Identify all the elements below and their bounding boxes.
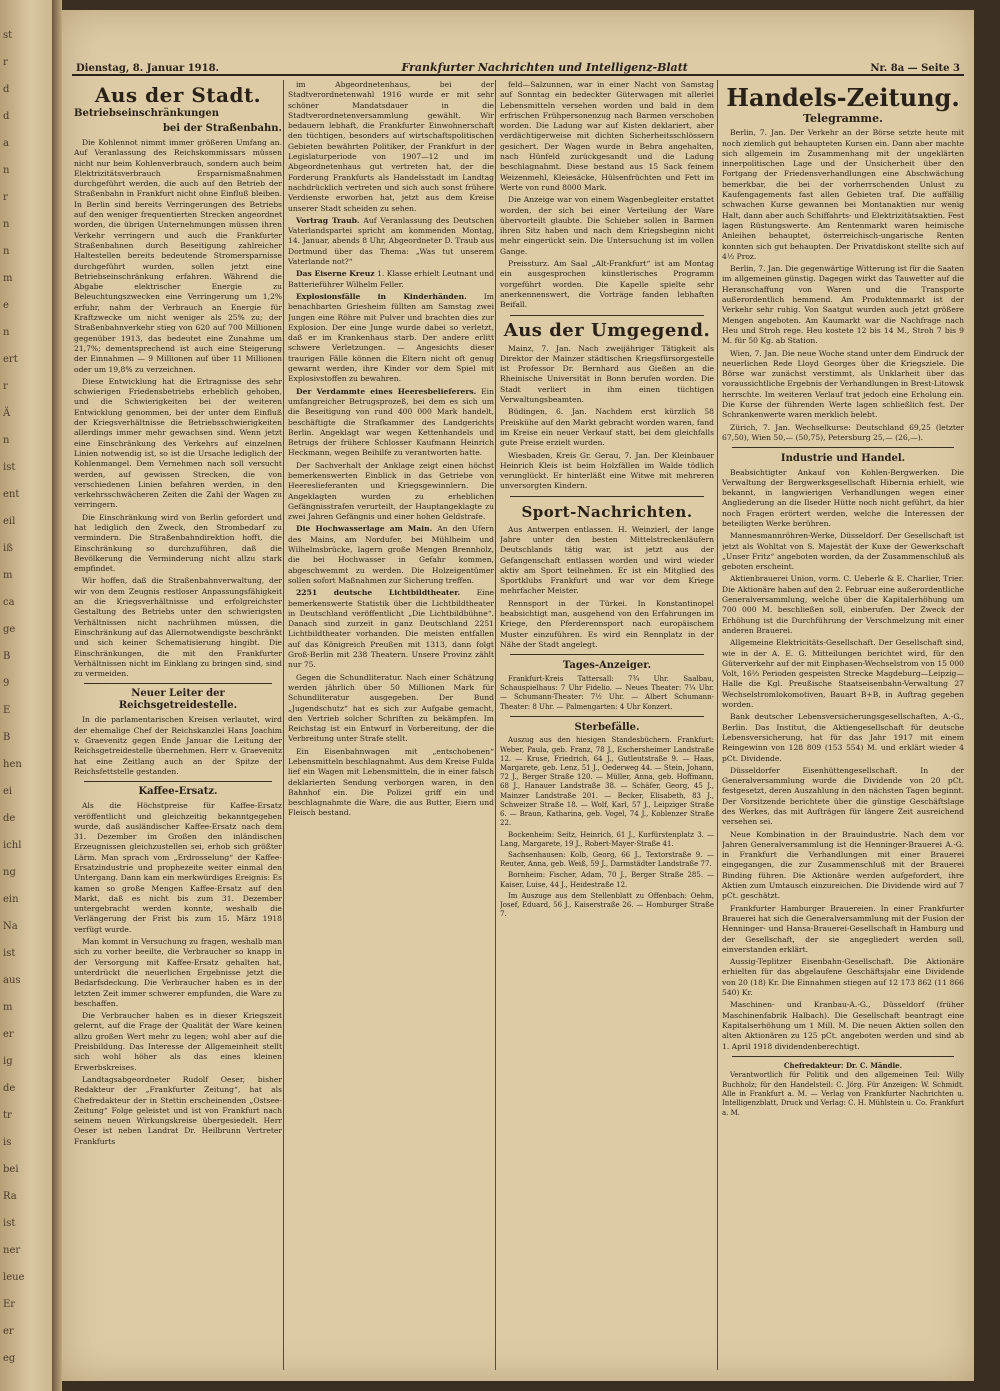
adjacent-text-fragment: n [3,219,10,230]
adjacent-text-fragment: ig [3,1056,13,1067]
adjacent-text-fragment: e [3,300,9,311]
divider [732,1056,954,1057]
column-4 [722,80,964,1370]
paragraph: Bank deutscher Lebensversicherungsgesellschaften, A.-G., Berlin. Das Institut, die Aktiengesellschaft für deutsche Lebensversicherung, hat für das Jahr 1917 mit einem Reingewinn von 128 809 (153 554) M. und erklärt wieder 4 pCt. Dividende. [722,712,964,763]
divider [732,447,954,448]
obituary-list: Auszug aus den hiesigen Standesbüchern. Frankfurt: Weber, Paula, geb. Franz, 78 J., Eschersheimer Landstraße 12. — Kruse, Friedrich, 64 J., Gutleutstraße 9. — Haas, Margarete, geb. Lenz, 51 J., Oederweg 44. — Stein, Johann, 72 J., Berger Straße 120. — Müller, Anna, geb. Hoffmann, 68 J., Hanauer Landstraße 38. — Schäfer, Georg, 45 J., Mainzer Landstraße 201. — Becker, Elisabeth, 83 J., Schweizer Straße 18. — Wolf, Karl, 57 J., Leipziger Straße 6. — Braun, Katharina, geb. Vogel, 74 J., Koblenzer Straße 22. [500,736,714,828]
adjacent-text-fragment: n [3,327,10,338]
adjacent-text-fragment: d [3,111,10,122]
article-headline: Kaffee-Ersatz. [138,786,218,798]
adjacent-text-fragment: bei [3,1164,19,1175]
header-page-number: Nr. 8a — Seite 3 [870,63,960,74]
obituary-list: Bornheim: Fischer, Adam, 70 J., Berger Straße 285. — Kaiser, Luise, 44 J., Heidestraße 12. [500,871,714,889]
column-1 [74,80,282,1370]
adjacent-text-fragment: n [3,165,10,176]
paragraph: Gegen die Schundliteratur. Nach einer Schätzung werden jährlich über 50 Millionen Mark für Schundliteratur ausgegeben. Der Bund „Jugendschutz“ hat es sich zur Aufgabe gemacht, den Vertrieb solcher Schriften zu bekämpfen. Im Reichstag ist ein Entwurf in Vorbereitung, der die Verbreitung unter Strafe stellt. [288,672,494,744]
run-in-head: 2251 deutsche Lichtbildtheater. [296,588,461,598]
column-rule [717,80,718,1370]
section-title-handels-zeitung: Handels-Zeitung. [726,83,960,112]
article-headline: Betriebseinschränkungen [74,108,220,119]
obituary-list: Bockenheim: Seitz, Heinrich, 61 J., Kurfürstenplatz 3. — Lang, Margarete, 19 J., Robert-Mayer-Straße 41. [500,830,714,848]
paragraph: Man kommt in Versuchung zu fragen, weshalb man sich zu vorher beeilte, die Verbraucher so knapp in der Versorgung mit Kaffee-Ersatz gehalten hat, unterdrückt die neuerlichen Ergebnisse jetzt die Bedarfsdeckung. Die Verbraucher haben es in der letzten Zeit immer schwerer empfunden, die Ware zu beschaffen. [74,937,282,1008]
adjacent-text-fragment: m [3,1002,13,1013]
paragraph: Aktienbrauerei Union, vorm. C. Ueberle & E. Charlier, Trier. Die Aktionäre haben auf den 2. Februar eine außerordentliche Generalversammlung, welche über die Kapitalerhöhung um 700 000 M. beschließen soll, einberufen. Der Zweck der Erhöhung ist die Durchführung der Verschmelzung mit einer anderen Brauerei. [722,574,964,635]
paragraph: Wiesbaden, Kreis Gr. Gerau, 7. Jan. Der Kleinbauer Heinrich Kleis ist beim Holzfällen im Walde tödlich verunglückt. Er hinterläßt eine Witwe mit mehreren unversorgten Kindern. [500,450,714,491]
section-title-stadt: Aus der Stadt. [94,83,262,107]
run-in-head: Das Eiserne Kreuz [296,269,375,279]
article-headline: Neuer Leiter der Reichsgetreidestelle. [118,688,238,712]
page-header [72,56,964,76]
adjacent-text-fragment: d [3,84,10,95]
run-in-head: Explosionsfälle in Kinderhänden. [296,291,467,301]
paragraph: Düsseldorfer Eisenhüttengesellschaft. In der Generalversammlung wurde die Dividende von 20 pCt. festgesetzt, deren Auszahlung in den nächsten Tagen beginnt. Der Vorsitzende berichtete über die günstige Geschäftslage des Werkes, das mit Aufträgen für längere Zeit ausreichend versehen sei. [722,765,964,827]
header-date: Dienstag, 8. Januar 1918. [76,63,220,74]
adjacent-text-fragment: ner [3,1245,21,1256]
adjacent-text-fragment: Er [3,1299,16,1310]
run-in-head: Vortrag Traub. [296,215,360,225]
paragraph: feld—Salzunnen, war in einer Nacht von Samstag auf Sonntag ein bedeckter Güterwagen mit allerlei Lebensmitteln versehen worden und bald in dem erfrischen Frühpersonenzug nach Barmen verschoben worden. Die Ladung war auf Kisten deklariert, aber verdächtigerweise mit dichten Sicherheitsschlössern gesichert. Der Wagen wurde in Bebra angehalten, nach Hünfeld zurückgesandt und die Ladung beschlagnahmt. Diese bestand aus 15 Sack feinem Weizenmehl, Kleiesäcke, Hülsenfrüchten und Fett im Werte von rund 8000 Mark. [500,80,714,192]
adjacent-text-fragment: eil [3,516,16,527]
adjacent-text-fragment: iß [3,543,13,554]
adjacent-text-fragment: r [3,192,8,203]
paragraph: Beabsichtigter Ankauf von Kohlen-Bergwerken. Die Verwaltung der Bergwerksgesellschaft Hibernia erhielt, wie bekannt, in langwierigen Verhandlungen wegen einer Angliederung an die Ilseder Hütte noch nicht geführt, da hier noch Fragen erörtert werden, welche die Interessen der beteiligten Werke berühren. [722,467,964,528]
divider [84,683,272,684]
paragraph: Die Kohlennot nimmt immer größeren Umfang an. Auf Veranlassung des Reichskommissars müssen nicht nur beim Kohlenverbrauch, sondern auch beim Elektrizitätsverbrauch Ersparnismaßnahmen durchgeführt werden, die auch auf den Betrieb der Straßenbahn in Frankfurt nicht ohne Einfluß bleiben. In Berlin sind bereits Verringerungen des Betriebs auf den weniger frequentierten Strecken angeordnet worden, die übrigen Unternehmungen müssen ihren Verkehr verringern und auch die Frankfurter Straßenbahnen durch Beseitigung zahlreicher Haltestellen bereits bedeutende Stromersparnisse durchgeführt wurden, sollen jetzt eine Betriebseinschränkung erfahren. Während die Abgabe elektrischer Energie zu Beleuchtungszwecken eine Verringerung um 1,2% erfuhr, nahm der Verbrauch an Energie für Kraftzwecke um nicht weniger als 25% zu; der Straßenbahnverkehr stieg von 620 auf 700 Millionen gegenüber 1913, das bedeutet eine Zunahme um 21,7%; dementsprechend ist auch eine Steigerung der Einnahmen — 9 Millionen auf über 11 Millionen oder um 19,8% zu verzeichnen. [74,138,282,374]
paragraph: Frankfurter Hamburger Brauereien. In einer Frankfurter Brauerei hat sich die Generalversammlung mit der Fusion der Henninger- und Hansa-Brauerei-Gesellschaft in Hamburg und der Gesellschaft, der sie angegliedert werden soll, einverstanden erklärt. [722,903,964,954]
divider [84,781,272,782]
adjacent-text-fragment: Ä [3,408,11,419]
paragraph: Neue Kombination in der Brauindustrie. Nach dem vor Jahren Generalversammlung ist die Henninger-Brauerei A.-G. in Frankfurt die Verhandlungen mit einer Brauerei eingegangen, die zur Zusammenschluß mit der Brauerei Binding führen. Die Aktionäre werden aufgefordert, ihre Aktien zum Umtausch einzureichen. Die Dividende wird auf 7 pCt. geschätzt. [722,829,964,901]
paragraph: Eine bemerkenswerte Statistik über die Lichtbildtheater in Deutschland veröffentlicht „Die Lichtbildbühne“. Danach sind zurzeit in ganz Deutschland 2251 Lichtbildtheater vorhanden. Die meisten entfallen auf das Königreich Preußen mit 1313, dann folgt Groß-Berlin mit 238 Theatern. Unsere Provinz zählt nur 75. [288,588,494,670]
paragraph: Mannesmannröhren-Werke, Düsseldorf. Der Gesellschaft ist jetzt als Wohltat von S. Majestät der Kuxe der Gewerkschaft „Unser Fritz“ angeboten worden, da der Zusammenschluß als geboten erscheint. [722,531,964,572]
paragraph: Aus Antwerpen entlassen. H. Weinzierl, der lange Jahre unter den besten Mittelstreckenläufern Deutschlands tätig war, ist jetzt aus der Gefangenschaft entlassen worden und wird wieder aktiv am Sport teilnehmen. Er ist ein Mitglied des Sportklubs Frankfurt und war vor dem Kriege mehrfacher Meister. [500,524,714,596]
divider [510,496,704,497]
column-2 [288,80,494,1370]
editor-line: Chefredakteur: Dr. C. Mändle. [783,1060,903,1070]
obituary-list: Sachsenhausen: Kolb, Georg, 66 J., Textorstraße 9. — Reuter, Anna, geb. Weiß, 59 J., Darmstädter Landstraße 77. [500,850,714,869]
adjacent-text-fragment: tr [3,1110,12,1121]
paragraph: Maschinen- und Kranbau-A.-G., Düsseldorf (früher Maschinenfabrik Halbach). Die Gesellschaft beantragt eine Kapitalserhöhung um 1 Mill. M. Die neuen Aktien sollen den alten Aktionären zu 125 pCt. angeboten werden und sind ab 1. April 1918 dividendenberechtigt. [722,1000,964,1051]
divider [510,315,704,316]
adjacent-text-fragment: B [3,651,11,662]
run-in-head: Die Hochwasserlage am Main. [296,524,433,534]
paragraph: Wien, 7. Jan. Die neue Woche stand unter dem Eindruck der neuerlichen Rede Lloyd Georges über die Kriegsziele. Die Börse war zunächst verstimmt, als Unklarheit über das voraussichtliche Ergebnis der Verhandlungen in Brest-Litowsk herrschte. Im weiteren Verlauf trat jedoch eine Erholung ein. Die Kurse der führenden Werte lagen schließlich fest. Der Schrankenwerte waren merklich belebt. [722,348,964,420]
adjacent-text-fragment: Ra [3,1191,17,1202]
adjacent-text-fragment: ist [3,1218,16,1229]
adjacent-page-fragment [0,0,52,1391]
adjacent-text-fragment: leue [3,1272,25,1283]
paragraph: Auf Veranlassung des Deutschen Vaterlandspartei spricht am kommenden Montag, 14. Januar, abends 8 Uhr, Abgeordneter D. Traub aus Dortmund über das Thema: „Was tut unserem Vaterlande not?“ [288,215,494,267]
section-title-umgegend: Aus der Umgegend. [503,319,711,341]
run-in-head: Der Verdammte eines Heeresbelieferers. [296,386,477,396]
adjacent-text-fragment: n [3,435,10,446]
adjacent-text-fragment: E [3,705,11,716]
adjacent-text-fragment: ge [3,624,16,635]
divider [510,716,704,717]
paragraph: Die Einschränkung wird von Berlin gefordert und hat lediglich den Zweck, den Strombedarf zu vermindern. Die Straßenbahndirektion hofft, die Einschränkung so durchzuführen, daß die Bevölkerung die Verminderung nicht allzu stark empfindet. [74,512,282,574]
paragraph: Der Sachverhalt der Anklage zeigt einen höchst bemerkenswerten Einblick in das Getriebe von Heereslieferanten und Kriegsgewinnlern. Die Angeklagten wurden zu erheblichen Gefängnisstrafen verurteilt, der Hauptangeklagte zu zwei Jahren Gefängnis und einer hohen Geldstrafe. [288,460,494,522]
section-title-tages-anzeiger: Tages-Anzeiger. [562,660,652,672]
section-title-sterbefaelle: Sterbefälle. [574,722,640,734]
adjacent-text-fragment: er [3,1326,14,1337]
subsection-industrie-handel: Industrie und Handel. [780,453,906,465]
adjacent-text-fragment: ichl [3,840,22,851]
section-title-sport: Sport-Nachrichten. [521,502,693,521]
newspaper-page [62,10,974,1381]
adjacent-text-fragment: m [3,273,13,284]
paragraph: Berlin, 7. Jan. Die gegenwärtige Witterung ist für die Saaten im allgemeinen günstig. Dagegen wirkt das Tauwetter auf die Heranschaffung von Waren und die Transporte außerordentlich hemmend. Am Produktenmarkt ist der Verkehr sehr ruhig. Von Saatgut wurden auch jetzt größere Mengen angeboten. Am Kaumarkt war die Nachfrage nach Heu und Stroh rege. Heu kostete 12 bis 14 M., Stroh 7 bis 9 M. für 50 Kg. ab Station. [722,264,964,346]
paragraph: Diese Entwicklung hat die Ertragnisse des sehr schwierigen Friedensbetriebs erheblich gehoben, und die Schwierigkeiten bei der weiteren Entwicklung genommen, bei der unter dem Einfluß der Kriegsverhältnisse die Betriebsschwierigkeiten allerdings immer mehr gewachsen sind. Wenn jetzt eine Einschränkung des Verkehrs auf einzelnen Linien notwendig ist, so ist die Ursache lediglich der Kohlenmangel. Dem Vernehmen nach soll versucht werden, auf gewissen Strecken, die von verschiedenen Linien befahren werden, in den verkehrsschwächeren Zeiten die Zahl der Wagen zu verringern. [74,376,282,510]
divider [510,654,704,655]
adjacent-text-fragment: st [3,30,13,41]
adjacent-text-fragment: B [3,732,11,743]
paragraph: Die Anzeige war von einem Wagenbegleiter erstattet worden, der sich bei einer Verteilung der Ware übervorteilt glaubte. Die Schieber sollen in Barmen ihren Sitz haben und nach dem Kriegsbeginn nicht mehr eingerückt sein. Die Untersuchung ist im vollen Gange. [500,195,714,256]
adjacent-text-fragment: ert [3,354,18,365]
paragraph: Im benachbarten Griesheim füllten am Samstag zwei Jungen eine Röhre mit Pulver und brachten dies zur Explosion. Der eine Junge wurde dabei so verletzt, daß er im Krankenhaus starb. Der andere erlitt schwere Verletzungen. — Angesichts dieser traurigen Fälle können die Eltern nicht oft genug gewarnt werden, ihre Kinder vor dem Spiel mit Explosivstoffen zu bewahren. [288,291,494,384]
paragraph: im Abgeordnetenhaus, bei der Stadtverordnetenwahl 1916 wurde er mit sehr schöner Mandatsdauer in die Stadtverordnetenversammlung gewählt. Wir bedauern lebhaft, die Frankfurter Einwohnerschaft den tüchtigen, besonders auf wirtschaftspolitischen Gebieten bewährten Politiker, der Frankfurt in der Legislaturperiode von 1907—12 und im Abgeordnetenhaus gut vertreten hat, der die Forderung Frankfurts als Handelsstadt im Landtag nachdrücklich vertreten und sich auch sonst frühere Verdienste erworben hat, jetzt aus dem Kreise unserer Stadt scheiden zu sehen. [288,80,494,213]
paragraph: Aussig-Teplitzer Eisenbahn-Gesellschaft. Die Aktionäre erhielten für das abgelaufene Geschäftsjahr eine Dividende von 20 (18) Kr. Die Einnahmen stiegen auf 12 173 862 (11 866 540) Kr. [722,957,964,998]
column-rule [495,80,496,1370]
adjacent-text-fragment: ist [3,462,16,473]
paragraph: Ein umfangreicher Betrugsprozeß, bei dem es sich um die Beseitigung von rund 400 000 Mark handelt, beschäftigte die Strafkammer des Landgerichts Berlin. Angeklagt war wegen Kettenhandels und Betrugs der frühere Schlosser Kaufmann Heinrich Heckmann, wegen Beihilfe zu verantworten hatte. [288,386,494,458]
paragraph: Allgemeine Elektricitäts-Gesellschaft. Der Gesellschaft sind, wie in der A. E. G. Mitteilungen berichtet wird, für den Güterverkehr auf der mit Einphasen-Wechselstrom von 15 000 Volt, 16⅔ Perioden gespeisten Strecke Magdeburg—Leipzig—Halle die Kgl. Preußische Staatseisenbahn-Verwaltung 27 Wechselstromlokomotiven, Bauart B+B, in Auftrag gegeben worden. [722,638,964,710]
adjacent-text-fragment: de [3,813,16,824]
paragraph: Ein Eisenbahnwagen mit „entschobenen“ Lebensmitteln beschlagnahmt. Aus dem Kreise Fulda lief ein Wagen mit Lebensmitteln, die in einer falsch deklarierten Sendung verborgen waren, in den Bahnhof ein. Die Polizei griff ein und beschlagnahmte die Ware, die aus Butter, Eiern und Fleisch bestand. [288,746,494,818]
page-gutter [52,0,62,1391]
column-3 [500,80,714,1370]
paragraph: Frankfurt-Kreis Tattersall: 7¾ Uhr. Saalbau, Schauspielhaus: 7 Uhr Fidelio. — Neues Theater: 7¼ Uhr. — Schumann-Theater: 7½ Uhr. — Albert Schumann-Theater: 8 Uhr. — Palmengarten: 4 Uhr Konzert. [500,674,714,711]
adjacent-text-fragment: hen [3,759,22,770]
adjacent-text-fragment: r [3,57,8,68]
paragraph: Mainz, 7. Jan. Nach zweijähriger Tätigkeit als Direktor der Mainzer städtischen Kriegsfürsorgestelle ist Professor Dr. Bernhard aus Gießen an die Rheinische Universität in Bonn berufen worden. Die Stadt verliert in ihm einen tüchtigen Verwaltungsbeamten. [500,343,714,405]
adjacent-text-fragment: m [3,570,13,581]
adjacent-text-fragment: ei [3,786,13,797]
adjacent-text-fragment: ca [3,597,15,608]
paragraph: Rennsport in der Türkei. In Konstantinopel beabsichtigt man, ausgehend von den Erfahrungen im Kriege, den Pferderennsport nach europäischem Muster einzuführen. Es wird ein Rennplatz in der Nähe der Stadt angelegt. [500,598,714,649]
paragraph: 1. Klasse erhielt Leutnant und Batterieführer Wilhelm Feller. [288,269,494,289]
column-rule [283,80,284,1370]
paragraph: Berlin, 7. Jan. Der Verkehr an der Börse setzte heute mit noch ziemlich gut behaupteten Kursen ein. Dann aber machte sich allgemein im Zusammenhang mit der ungeklärten innerpolitischen Lage und der Unsicherheit über den Fortgang der Friedensverhandlungen eine Abschwächung bemerkbar, die bei der vorherrschenden Unlust zu Kaufengagements fast allen Gebieten traf. Die auffällig schwachen Kurse gewannen bei Montanaktien nur wenig Halt, dann aber auch Schiffahrts- und Elektrizitätsaktien. Fest lagen Rüstungswerte. Am Rentenmarkt waren heimische Anleihen behauptet, österreichisch-ungarische Renten konnten sich gut behaupten. Der Privatdiskont stellte sich auf 4½ Proz. [722,128,964,261]
header-masthead: Frankfurter Nachrichten und Intelligenz-Blatt [401,61,688,74]
subsection-telegramme: Telegramme. [803,112,883,125]
obituary-list: Im Auszuge aus dem Stellenblatt zu Offenbach: Oehm, Josef, Eduard, 56 J., Kaiserstraße 26. — Homburger Straße 7. [500,891,714,919]
paragraph: In die parlamentarischen Kreisen verlautet, wird der ehemalige Chef der Reichskanzlei Hans Joachim v. Graevenitz gegen Ende Januar die Leitung der Reichsgetreidestelle übernehmen. Herr v. Graevenitz hat eine Zeitlang auch an der Spitze der Reichsfettstelle gestanden. [74,715,282,776]
adjacent-text-fragment: Na [3,921,18,932]
paragraph: Wir hoffen, daß die Straßenbahnverwaltung, der wir von dem Zeugnis restloser Anpassungsfähigkeit an die Kriegsverhältnisse und erfolgreichster Gestaltung des Betriebs unter den schwierigsten Verhältnissen nicht nachrühmen müssen, die Einschränkung auf das Allernotwendigste beschränkt und sich keiner Schematisierung hingibt. Die Einschränkungen, die mit den Frankfurter Verhältnissen nicht im Einklang zu bringen sind, sind zu vermeiden. [74,576,282,679]
adjacent-text-fragment: r [3,381,8,392]
imprint: Verantwortlich für Politik und den allgemeinen Teil: Willy Buchholz; für den Handelsteil: C. Jörg. Für Anzeigen: W. Schmidt. Alle in Frankfurt a. M. — Verlag von Frankfurter Nachrichten u. Intelligenzblatt, Druck und Verlag: C. H. Mühlstein u. Co. Frankfurt a. M. [722,1071,964,1117]
adjacent-text-fragment: 9 [3,678,10,689]
paragraph: Zürich, 7. Jan. Wechselkurse: Deutschland 69,25 (letzter 67,50), Wien 50,— (50,75), Petersburg 25,— (26,—). [722,422,964,442]
adjacent-text-fragment: a [3,138,9,149]
paragraph: Preissturz. Am Saal „Alt-Frankfurt“ ist am Montag ein ausgesprochen künstlerisches Programm vorgeführt worden. Die Kapelle spielte sehr anerkennenswert, die Vorträge fanden lebhaften Beifall. [500,259,714,310]
adjacent-text-fragment: eg [3,1353,16,1364]
adjacent-text-fragment: ein [3,894,19,905]
paragraph: Büdingen, 6. Jan. Nachdem erst kürzlich 58 Preiskühe auf den Markt gebracht worden waren, fand im Kreise ein neuer Verkauf statt, bei dem gleichfalls gute Preise erzielt wurden. [500,407,714,448]
adjacent-text-fragment: is [3,1137,12,1148]
article-headline-line2: bei der Straßenbahn. [162,123,282,134]
adjacent-text-fragment: er [3,1029,14,1040]
adjacent-text-fragment: de [3,1083,16,1094]
adjacent-text-fragment: aus [3,975,21,986]
paragraph: Die Verbraucher haben es in dieser Kriegszeit gelernt, auf die Frage der Qualität der Ware keinen allzu großen Wert mehr zu legen; wohl aber auf die Preisbildung. Das Interesse der Allgemeinheit stellt sich wohl höher als das eines kleinen Erwerbskreises. [74,1011,282,1072]
adjacent-text-fragment: n [3,246,10,257]
adjacent-text-fragment: ist [3,948,16,959]
adjacent-text-fragment: ng [3,867,16,878]
paragraph: An den Ufern des Mains, am Nordufer, bei Mühlheim und Wilhelmsbrücke, lagern große Mengen Brennholz, die bei Hochwasser in Gefahr kommen, abgeschwemmt zu werden. Die Holzeigentümer sollen sofort Maßnahmen zur Sicherung treffen. [288,524,494,585]
paragraph: Als die Höchstpreise für Kaffee-Ersatz veröffentlicht und gleichzeitig bekanntgegeben wurde, daß ausländischer Kaffee-Ersatz nach dem 31. Dezember im Großen den inländischen Erzeugnissen gleichzustellen sei, erhob sich größter Lärm. Man sprach vom „Erdrosselung“ der Kaffee-Ersatzindustrie und prophezeite weiter einmal den Untergang. Dann kam ein merkwürdiges Ereignis: Es kamen so große Mengen Kaffee-Ersatz auf den Markt, daß es nicht bis zum 31. Dezember untergebracht werden konnte, weshalb die Verlängerung der Frist bis zum 15. März 1918 verfügt wurde. [74,801,282,934]
paragraph: Landtagsabgeordneter Rudolf Oeser, bisher Redakteur der „Frankfurter Zeitung“, hat als Chefredakteur der in Stettin erscheinenden „Ostsee-Zeitung“ Folge geleistet und ist von Frankfurt nach seinem neuen Wirkungskreise übergesiedelt. Herr Oeser ist neben Landrat Dr. Heilbrunn Vertreter Frankfurts [74,1074,282,1146]
adjacent-text-fragment: ent [3,489,20,500]
